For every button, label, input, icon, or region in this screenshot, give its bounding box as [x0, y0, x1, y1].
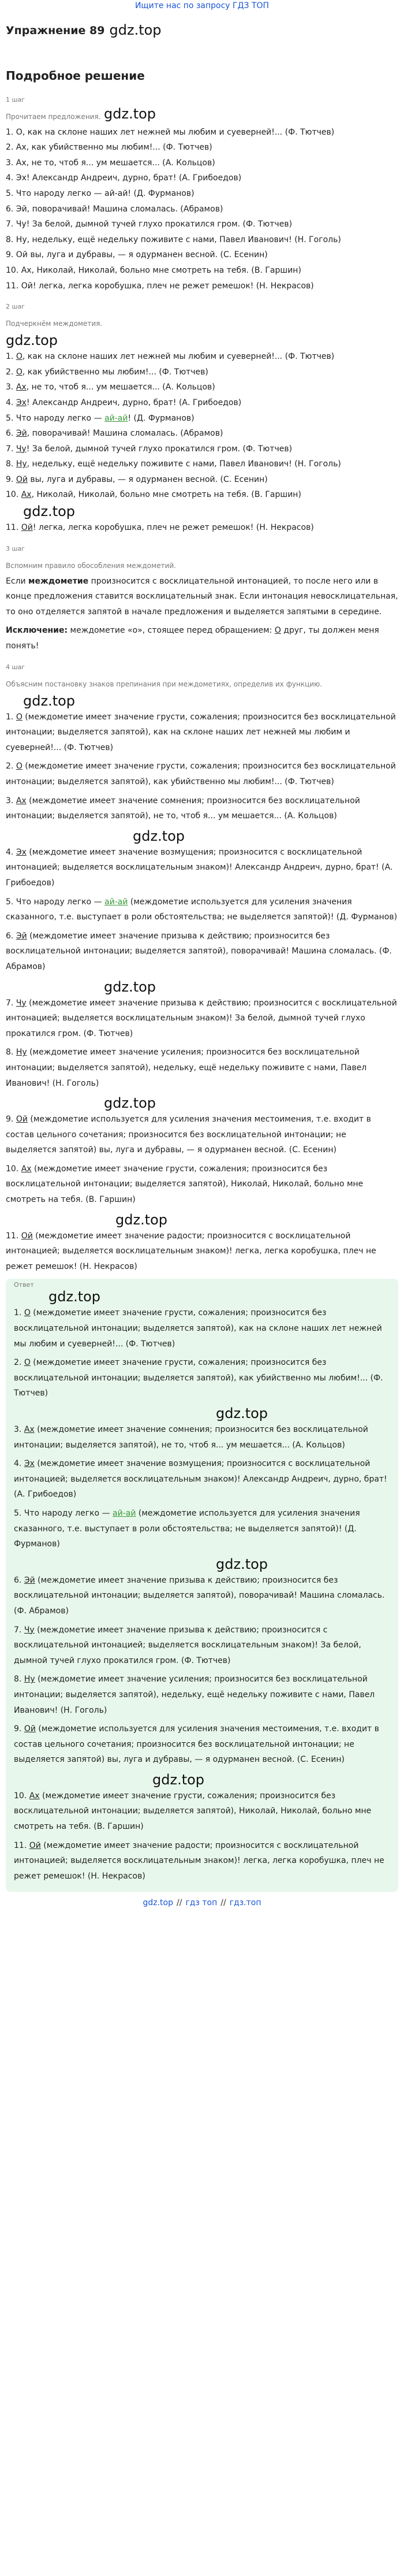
item-text: ! (Д. Фурманов) [128, 413, 194, 423]
explained-item [6, 929, 398, 975]
item-text: вы, луга и дубравы, — я одурманен весной. (С. Есенин) [27, 474, 268, 484]
interjection: О [16, 762, 23, 771]
item-text: (междометие используется для усиления значения сказанного, т.е. выступает в роли обстоятельства; не выделяется запятой)! (Д. Фурманов) [6, 897, 398, 922]
item-text: (междометие используется для усиления значения местоимения, т.е. входит в состав цельного сочетания; произносится без восклицательной интонации; не выделяется запятой) вы, луга и дубравы, — я одурманен весной. (С. Есенин) [6, 1115, 371, 1155]
step-label: 3 шаг [6, 544, 25, 552]
rule-pre: Если [6, 576, 29, 586]
interjection: Эх [16, 847, 27, 857]
item-text: (междометие имеет значение призыва к действию; произносится без восклицательной интонации; выделяется запятой), поворачивай! Машина сломалась. (Ф. Абрамов) [14, 1575, 385, 1616]
step-1-lines [6, 125, 398, 294]
separator: // [177, 1898, 182, 1908]
interjection: Ой [29, 1840, 41, 1850]
explained-item [14, 1305, 390, 1352]
item-text: , как на склоне наших лет нежней мы любим и суеверней!... (Ф. Тютчев) [22, 352, 335, 362]
item-prefix: 9. [6, 1115, 14, 1124]
item-text: (междометие имеет значение сомнения; произносится без восклицательной интонации; выделяется запятой), не то, чтоб я... ум мешается... (А. Кольцов) [14, 1425, 368, 1450]
interjection: Ой [21, 523, 33, 533]
step-4-items [6, 692, 398, 1275]
interjection: Ах [29, 1791, 40, 1801]
item-text: (междометие имеет значение возмущения; произносится с восклицательной интонацией; выделяется восклицательным знаком)! Александр Андреич, дурно, брат! (А. Грибоедов) [14, 1459, 387, 1499]
bottom-links [6, 1895, 398, 1911]
interjection: О [24, 1308, 31, 1318]
item-prefix: 4. [6, 847, 14, 857]
sentence-line [6, 456, 398, 472]
sentence-line: 4. Эх! Александр Андреич, дурно, брат! (А. Грибоедов) [6, 173, 242, 183]
sentence-line: 10. Ах, Николай, Николай, больно мне смотреть на тебя. (В. Гаршин) [6, 265, 301, 275]
item-text: (междометие имеет значение грусти, сожаления; произносится без восклицательной интонации; выделяется запятой), Николай, Николай, больно мне смотреть на тебя. (В. Гаршин) [14, 1791, 372, 1832]
item-prefix: 5. Что народу легко — [6, 413, 102, 423]
top-search-link[interactable]: Ищите нас по запросу ГДЗ ТОП [134, 1, 270, 10]
sentence-line: 2. Ах, как убийственно мы любим!... (Ф. Тютчев) [6, 143, 212, 153]
item-text: (междометие имеет значение усиления; произносится без восклицательной интонации; выделяется запятой), недельку, ещё недельку поживите с нами, Павел Иванович! (Н. Гоголь) [14, 1675, 375, 1715]
explained-item [6, 793, 398, 824]
top-banner [6, 0, 398, 16]
item-text: ! легка, легка коробушка, плеч не режет ремешок! (Н. Некрасов) [32, 523, 314, 533]
watermark: gdz.top [104, 978, 156, 995]
interjection: О [24, 1358, 31, 1368]
item-prefix: 8. [6, 459, 14, 469]
item-prefix: 5. Что народу легко — [14, 1508, 110, 1518]
watermark: gdz.top [104, 105, 156, 122]
item-prefix: 9. [6, 474, 14, 484]
step-task: Прочитаем предложения. [6, 112, 101, 121]
explained-item [6, 996, 398, 1042]
item-prefix: 7. [6, 444, 14, 454]
sentence-line [6, 426, 398, 441]
interjection: ай-ай [113, 1508, 136, 1518]
exercise-title: Упражнение 89 [6, 24, 105, 37]
step-label: 1 шаг [6, 95, 25, 103]
interjection: Эх [16, 398, 27, 407]
section-title: Подробное решение [6, 68, 145, 83]
item-text: ! За белой, дымной тучей глухо прокатился гром. (Ф. Тютчев) [26, 444, 293, 454]
item-prefix: 3. [6, 383, 14, 392]
item-prefix: 6. [6, 931, 14, 941]
item-prefix: 10. [6, 490, 19, 500]
explained-item [14, 1721, 390, 1768]
item-prefix: 7. [14, 1625, 22, 1635]
interjection: Эх [24, 1459, 35, 1469]
sentence-line: 5. Что народу легко — ай-ай! (Д. Фурманов) [6, 188, 194, 198]
step-2 [6, 303, 398, 536]
item-text: (междометие имеет значение грусти, сожаления; произносится без восклицательной интонации; выделяется запятой), как на склоне наших лет нежней мы любим и суеверней!... (Ф. Тютчев) [14, 1308, 382, 1349]
interjection: О [16, 712, 23, 722]
exception-interjection: О [274, 626, 281, 636]
item-prefix: 4. [6, 398, 14, 407]
interjection: Ах [24, 1425, 35, 1434]
item-prefix: 3. [14, 1425, 22, 1434]
explained-item [6, 1045, 398, 1091]
sentence-line: 1. О, как на склоне наших лет нежней мы любим и суеверней!... (Ф. Тютчев) [6, 127, 335, 137]
item-prefix: 11. [6, 1231, 19, 1241]
interjection: О [16, 367, 23, 377]
watermark: gdz.top [152, 1771, 205, 1788]
item-prefix: 10. [6, 1164, 19, 1174]
interjection: Ну [24, 1675, 35, 1684]
interjection: Чу [16, 444, 27, 454]
watermark: gdz.top [133, 827, 185, 844]
item-text: (междометие имеет значение грусти, сожаления; произносится без восклицательной интонации; выделяется запятой), как на склоне наших лет нежней мы любим и суеверней!... (Ф. Тютчев) [6, 712, 396, 752]
item-prefix: 4. [14, 1459, 22, 1469]
sentence-line: 8. Ну, недельку, ещё недельку поживите с нами, Павел Иванович! (Н. Гоголь) [6, 235, 341, 244]
item-text: (междометие имеет значение грусти, сожаления; произносится без восклицательной интонации; выделяется запятой), как убийственно мы любим!... (Ф. Тютчев) [6, 762, 396, 786]
answer-box [6, 1279, 398, 1892]
interjection: Ах [21, 490, 32, 500]
item-prefix: 3. [6, 796, 14, 806]
rule-bold: междометие [28, 576, 89, 586]
separator: // [220, 1898, 226, 1908]
interjection: Ах [21, 1164, 32, 1174]
sentence-line [6, 487, 398, 503]
watermark: gdz.top [6, 332, 58, 349]
explained-item [6, 894, 398, 925]
item-prefix: 1. [14, 1308, 22, 1318]
interjection: Чу [24, 1625, 35, 1635]
step-2-lines [6, 332, 398, 536]
step-label: 4 шаг [6, 663, 25, 671]
bottom-link[interactable]: гдз.топ [229, 1898, 261, 1908]
exception-bold: Исключение: [6, 626, 68, 636]
interjection: Чу [16, 998, 27, 1008]
rule-text [6, 574, 398, 620]
interjection: Ну [16, 1048, 27, 1057]
explained-item [14, 1422, 390, 1453]
interjection: Ой [16, 1115, 28, 1124]
sentence-line: 6. Эй, поворачивай! Машина сломалась. (Абрамов) [6, 204, 223, 214]
interjection: Ой [24, 1724, 36, 1734]
watermark: gdz.top [23, 692, 76, 709]
bottom-link[interactable]: gdz.top [143, 1898, 173, 1908]
item-prefix: 5. Что народу легко — [6, 897, 102, 907]
item-text: , Николай, Николай, больно мне смотреть на тебя. (В. Гаршин) [31, 490, 301, 500]
interjection: О [16, 352, 23, 362]
item-text: (междометие имеет значение радости; произносится с восклицательной интонацией; выделяется восклицательным знаком)! легка, легка коробушка, плеч не режет ремешок! (Н. Некрасов) [6, 1231, 376, 1271]
sentence-line [6, 441, 398, 457]
item-prefix: 6. [14, 1575, 22, 1585]
sentence-line [6, 380, 398, 395]
watermark: gdz.top [216, 1556, 268, 1572]
exception-post: друг, ты должен меня понять! [6, 626, 379, 651]
explained-item [14, 1838, 390, 1884]
interjection: ай-ай [104, 413, 128, 423]
interjection: ай-ай [104, 897, 128, 907]
sentence-line [6, 349, 398, 365]
explained-item [14, 1355, 390, 1401]
explained-item [14, 1456, 390, 1502]
item-text: (междометие имеет значение грусти, сожаления; произносится без восклицательной интонации; выделяется запятой), как убийственно мы любим!... (Ф. Тютчев) [14, 1358, 383, 1398]
item-prefix: 1. [6, 352, 14, 362]
interjection: Эй [16, 931, 27, 941]
explained-item [14, 1788, 390, 1835]
item-prefix: 8. [6, 1048, 14, 1057]
site-logo[interactable]: gdz.top [109, 22, 162, 38]
sentence-line: 7. Чу! За белой, дымной тучей глухо прокатился гром. (Ф. Тютчев) [6, 220, 293, 229]
explained-item [6, 710, 398, 756]
interjection: Ну [16, 459, 27, 469]
item-text: , поворачивай! Машина сломалась. (Абрамов) [27, 429, 223, 439]
interjection: Эй [24, 1575, 35, 1585]
item-text: ! Александр Андреич, дурно, брат! (А. Грибоедов) [26, 398, 242, 407]
sentence-line [6, 411, 398, 426]
item-prefix: 11. [14, 1840, 27, 1850]
step-3 [6, 545, 398, 654]
item-text: , не то, чтоб я... ум мешается... (А. Кольцов) [26, 383, 215, 392]
item-prefix: 1. [6, 712, 14, 722]
item-prefix: 11. [6, 523, 19, 533]
interjection: Ах [16, 796, 27, 806]
item-prefix: 9. [14, 1724, 22, 1734]
item-text: (междометие используется для усиления значения местоимения, т.е. входит в состав цельного сочетания; произносится без восклицательной интонации; не выделяется запятой) вы, луга и дубравы, — я одурманен весной. (С. Есенин) [14, 1724, 379, 1765]
interjection: Ах [16, 383, 27, 392]
sentence-line: 11. Ой! легка, легка коробушка, плеч не режет ремешок! (Н. Некрасов) [6, 281, 314, 291]
step-1 [6, 96, 398, 294]
item-prefix: 8. [14, 1675, 22, 1684]
item-text: (междометие имеет значение усиления; произносится без восклицательной интонации; выделяется запятой), недельку, ещё недельку поживите с нами, Павел Иванович! (Н. Гоголь) [6, 1048, 367, 1088]
item-text: (междометие имеет значение радости; произносится с восклицательной интонацией; выделяется восклицательным знаком)! легка, легка коробушка, плеч не режет ремешок! (Н. Некрасов) [14, 1840, 384, 1881]
item-text: (междометие имеет значение призыва к действию; произносится без восклицательной интонации; выделяется запятой), поворачивай! Машина сломалась. (Ф. Абрамов) [6, 931, 392, 971]
sentence-line: 9. Ой вы, луга и дубравы, — я одурманен весной. (С. Есенин) [6, 250, 268, 260]
explained-item [14, 1506, 390, 1552]
answer-label: Ответ [14, 1281, 34, 1289]
item-prefix: 2. [6, 762, 14, 771]
item-prefix: 2. [14, 1358, 22, 1368]
item-text: , недельку, ещё недельку поживите с нами, Павел Иванович! (Н. Гоголь) [27, 459, 341, 469]
explained-item [6, 759, 398, 789]
item-text: (междометие используется для усиления значения сказанного, т.е. выступает в роли обстоятельства; не выделяется запятой)! (Д. Фурманов) [14, 1508, 360, 1549]
watermark: gdz.top [104, 1095, 156, 1112]
item-prefix: 10. [14, 1791, 27, 1801]
sentence-line: 3. Ах, не то, чтоб я... ум мешается... (А. Кольцов) [6, 158, 215, 168]
explained-item [14, 1672, 390, 1718]
item-text: (междометие имеет значение грусти, сожаления; произносится без восклицательной интонации; выделяется запятой), Николай, Николай, больно мне смотреть на тебя. (В. Гаршин) [6, 1164, 364, 1205]
answer-items [14, 1305, 390, 1884]
interjection: Эй [16, 429, 27, 439]
sentence-line [6, 472, 398, 488]
step-4 [6, 663, 398, 1275]
watermark: gdz.top [23, 503, 76, 520]
interjection: Ой [21, 1231, 33, 1241]
sentence-line [6, 520, 398, 536]
explained-item [14, 1573, 390, 1619]
step-task: Вспомним правило обособления междометий. [6, 561, 176, 570]
watermark: gdz.top [216, 1405, 268, 1421]
explained-item [6, 1228, 398, 1275]
item-text: (междометие имеет значение возмущения; произносится с восклицательной интонацией; выделяется восклицательным знаком)! Александр Андреич, дурно, брат! (А. Грибоедов) [6, 847, 393, 888]
watermark: gdz.top [115, 1211, 168, 1228]
step-task: Объясним постановку знаков препинания при междометиях, определив их функцию. [6, 680, 323, 688]
interjection: Ой [16, 474, 28, 484]
rule-post: произносится с восклицательной интонацией, то после него или в конце предложения ставится восклицательный знак. Если интонация невосклицательная, то оно отделяется запятой в начале предложения и выделяется запятыми в середине. [6, 576, 398, 617]
exception-pre: междометие «о», стоящее перед обращением: [68, 626, 275, 636]
step-label: 2 шаг [6, 303, 25, 311]
bottom-link[interactable]: гдз топ [185, 1898, 218, 1908]
item-text: (междометие имеет значение призыва к действию; произносится с восклицательной интонацией; выделяется восклицательным знаком)! За белой, дымной тучей глухо прокатился гром. (Ф. Тютчев) [14, 1625, 361, 1665]
item-prefix: 2. [6, 367, 14, 377]
item-prefix: 6. [6, 429, 14, 439]
explained-item [6, 1112, 398, 1158]
step-task: Подчеркнём междометия. [6, 320, 103, 328]
item-prefix: 7. [6, 998, 14, 1008]
sentence-line [6, 365, 398, 380]
watermark: gdz.top [48, 1289, 101, 1305]
item-text: , как убийственно мы любим!... (Ф. Тютчев) [22, 367, 208, 377]
item-text: (междометие имеет значение сомнения; произносится без восклицательной интонации; выделяется запятой), не то, чтоб я... ум мешается... (А. Кольцов) [6, 796, 360, 821]
sentence-line [6, 395, 398, 411]
explained-item [14, 1623, 390, 1669]
item-text: (междометие имеет значение призыва к действию; произносится с восклицательной интонацией; выделяется восклицательным знаком)! За белой, дымной тучей глухо прокатился гром. (Ф. Тютчев) [6, 998, 397, 1038]
explained-item [6, 1161, 398, 1208]
page-header [6, 17, 398, 44]
explained-item [6, 845, 398, 891]
exception-text [6, 623, 398, 654]
